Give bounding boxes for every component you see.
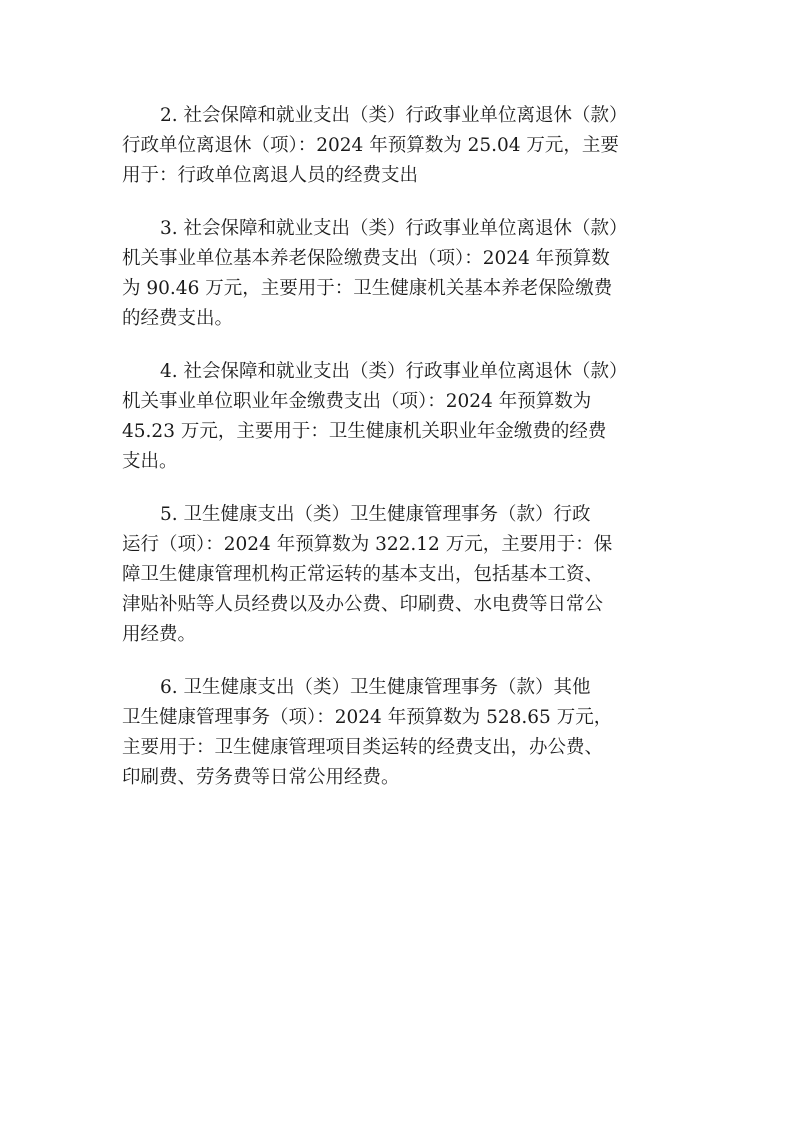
paragraph-line: 行政单位离退休（项）：2024 年预算数为 25.04 万元，主要 — [122, 135, 619, 156]
paragraph-line: 支出。 — [122, 451, 178, 472]
paragraph-line: 5. 卫生健康支出（类）卫生健康管理事务（款）行政 — [160, 504, 591, 525]
paragraph-line: 主要用于：卫生健康管理项目类运转的经费支出，办公费、 — [122, 737, 604, 758]
paragraph-line: 机关事业单位基本养老保险缴费支出（项）：2024 年预算数 — [122, 248, 610, 269]
paragraph-line: 2. 社会保障和就业支出（类）行政事业单位离退休（款） — [160, 105, 628, 126]
paragraph-line: 4. 社会保障和就业支出（类）行政事业单位离退休（款） — [160, 361, 628, 382]
paragraph-line: 卫生健康管理事务（项）：2024 年预算数为 528.65 万元， — [122, 707, 613, 728]
paragraph-item-4 — [122, 357, 682, 477]
paragraph-line: 津贴补贴等人员经费以及办公费、印刷费、水电费等日常公 — [122, 594, 604, 615]
paragraph-line: 印刷费、劳务费等日常公用经费。 — [122, 767, 400, 788]
paragraph-line: 用经费。 — [122, 624, 197, 645]
paragraph-item-3 — [122, 214, 682, 334]
paragraph-line: 的经费支出。 — [122, 308, 234, 329]
paragraph-line: 用于：行政单位离退人员的经费支出 — [122, 165, 419, 186]
paragraph-line: 机关事业单位职业年金缴费支出（项）：2024 年预算数为 — [122, 391, 592, 412]
paragraph-item-5 — [122, 500, 682, 650]
paragraph-line: 运行（项）：2024 年预算数为 322.12 万元，主要用于：保 — [122, 534, 613, 555]
paragraph-line: 6. 卫生健康支出（类）卫生健康管理事务（款）其他 — [160, 677, 591, 698]
paragraph-item-6 — [122, 673, 682, 793]
paragraph-line: 障卫生健康管理机构正常运转的基本支出，包括基本工资、 — [122, 564, 604, 585]
paragraph-line: 为 90.46 万元，主要用于：卫生健康机关基本养老保险缴费 — [122, 278, 613, 299]
paragraph-line: 45.23 万元，主要用于：卫生健康机关职业年金缴费的经费 — [122, 421, 607, 442]
paragraph-item-2 — [122, 101, 682, 191]
paragraph-line: 3. 社会保障和就业支出（类）行政事业单位离退休（款） — [160, 218, 628, 239]
document-body — [122, 101, 682, 816]
